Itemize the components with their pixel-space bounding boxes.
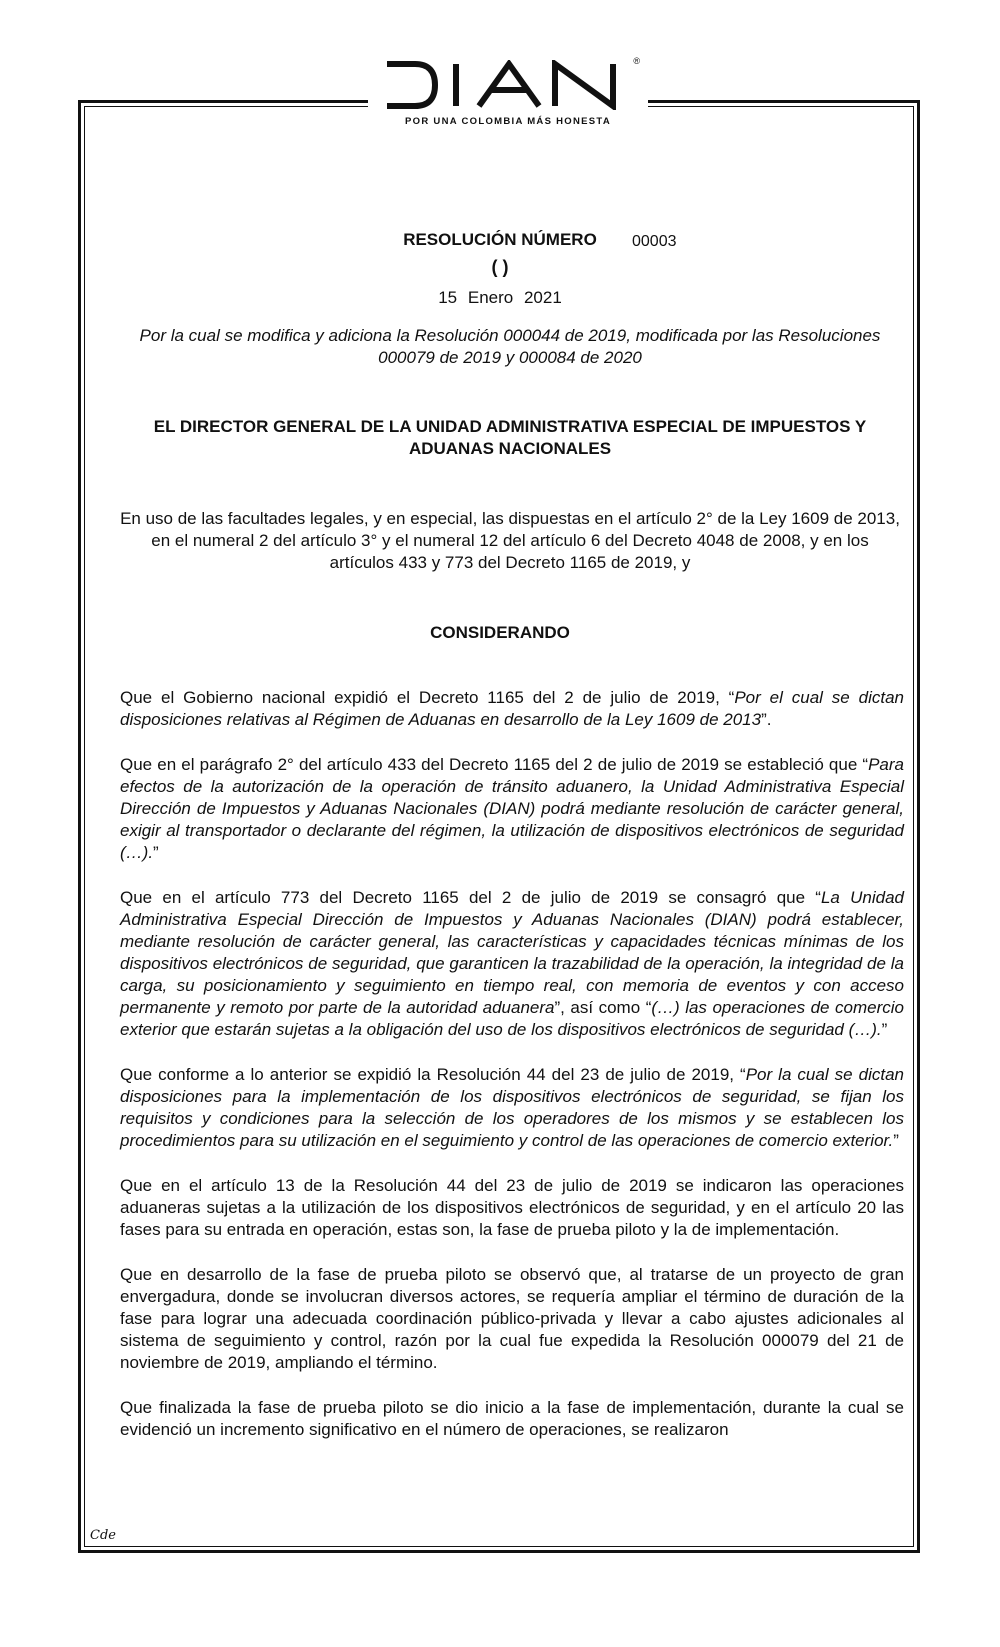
resolution-parentheses: ( ) <box>491 257 509 277</box>
resolution-date <box>0 288 1000 308</box>
paragraph-1 <box>120 687 904 731</box>
text-run: ”, así como “ <box>554 998 652 1017</box>
issuing-authority: EL DIRECTOR GENERAL DE LA UNIDAD ADMINISTRATIVA ESPECIAL DE IMPUESTOS Y ADUANAS NACIONALES <box>153 417 867 458</box>
text-run: ” <box>893 1131 899 1150</box>
paragraph-7: Que finalizada la fase de prueba piloto se dio inicio a la fase de implementación, durante la cual se evidenció un incremento significativo en el número de operaciones, se realizaron <box>120 1398 904 1439</box>
paragraph-4 <box>120 1064 904 1152</box>
date-month: Enero <box>467 288 514 307</box>
paragraph-2 <box>120 754 904 864</box>
resolution-number: 00003 <box>632 233 677 250</box>
text-run: Que en el artículo 773 del Decreto 1165 del 2 de julio de 2019 se consagró que “ <box>120 888 821 907</box>
dian-logo <box>368 50 648 132</box>
quoted-text: Para efectos de la autorización de la operación de tránsito aduanero, la Unidad Administrativa Especial Dirección de Impuestos y Aduanas Nacionales (DIAN) podrá mediante resolución de carácter general, exigir al transportador o declarante del régimen, la utilización de dispositivos electrónicos de seguridad (…). <box>120 755 904 862</box>
resolution-subtitle: Por la cual se modifica y adiciona la Resolución 000044 de 2019, modificada por las Resoluciones 000079 de 2019 y 000084 de 2020 <box>139 326 881 367</box>
quoted-text: Por el cual se dictan disposiciones relativas al Régimen de Aduanas en desarrollo de la Ley 1609 de 2013 <box>120 688 904 729</box>
logo-tagline: POR UNA COLOMBIA MÁS HONESTA <box>405 116 611 127</box>
quoted-text: Por la cual se dictan disposiciones para la implementación de los dispositivos electrónicos de seguridad, se fijan los requisitos y condiciones para la selección de los operadores de los mismos y se establecen los procedimientos para su utilización en el seguimiento y control de las operaciones de comercio exterior. <box>120 1065 904 1150</box>
quoted-text: (…) las operaciones de comercio exterior que estarán sujetas a la obligación del uso de los dispositivos electrónicos de seguridad (…). <box>120 998 904 1039</box>
dian-wordmark-icon <box>383 60 633 110</box>
handwritten-initials: Cde <box>90 1528 116 1543</box>
legal-powers: En uso de las facultades legales, y en especial, las dispuestas en el artículo 2° de la Ley 1609 de 2013, en el numeral 2 del artículo 3° y el numeral 12 del artículo 6 del Decreto 4048 de 2008, y en los artículos 433 y 773 del Decreto 1165 de 2019, y <box>120 509 900 572</box>
quoted-text: La Unidad Administrativa Especial Dirección de Impuestos y Aduanas Nacionales (DIAN) podrá establecer, mediante resolución de carácter general, las características y capacidades técnicas mínimas de los dispositivos electrónicos de seguridad, que garanticen la trazabilidad de la operación, la integridad de la carga, su posicionamiento y seguimiento en tiempo real, con memoria de eventos y con acceso permanente y remoto por parte de la autoridad aduanera <box>120 888 904 1017</box>
paragraph-6: Que en desarrollo de la fase de prueba piloto se observó que, al tratarse de un proyecto de gran envergadura, donde se involucran diversos actores, se requería ampliar el término de duración de la fase para lograr una adecuada coordinación público-privada y llevar a cabo ajustes adicionales al sistema de seguimiento y control, razón por la cual fue expedida la Resolución 000079 del 21 de noviembre de 2019, ampliando el término. <box>120 1265 904 1372</box>
text-run: ” <box>153 843 159 862</box>
considerations-body <box>120 687 904 1464</box>
registered-mark: ® <box>633 56 640 66</box>
resolution-label: RESOLUCIÓN NÚMERO <box>403 230 597 249</box>
paragraph-3 <box>120 887 904 1041</box>
text-run: Que el Gobierno nacional expidió el Decreto 1165 del 2 de julio de 2019, “ <box>120 688 735 707</box>
paragraph-5: Que en el artículo 13 de la Resolución 44 del 23 de julio de 2019 se indicaron las operaciones aduaneras sujetas a la utilización de los dispositivos electrónicos de seguridad, y en el artículo 20 las fases para su entrada en operación, estas son, la fase de prueba piloto y la de implementación. <box>120 1176 904 1239</box>
date-year: 2021 <box>523 288 562 307</box>
text-run: Que en el parágrafo 2° del artículo 433 del Decreto 1165 del 2 de julio de 2019 se estableció que “ <box>120 755 869 774</box>
date-day: 15 <box>438 288 458 307</box>
text-run: ”. <box>761 710 772 729</box>
text-run: ” <box>881 1020 888 1039</box>
considerando-heading: CONSIDERANDO <box>430 623 570 642</box>
text-run: Que conforme a lo anterior se expidió la Resolución 44 del 23 de julio de 2019, “ <box>120 1065 746 1084</box>
